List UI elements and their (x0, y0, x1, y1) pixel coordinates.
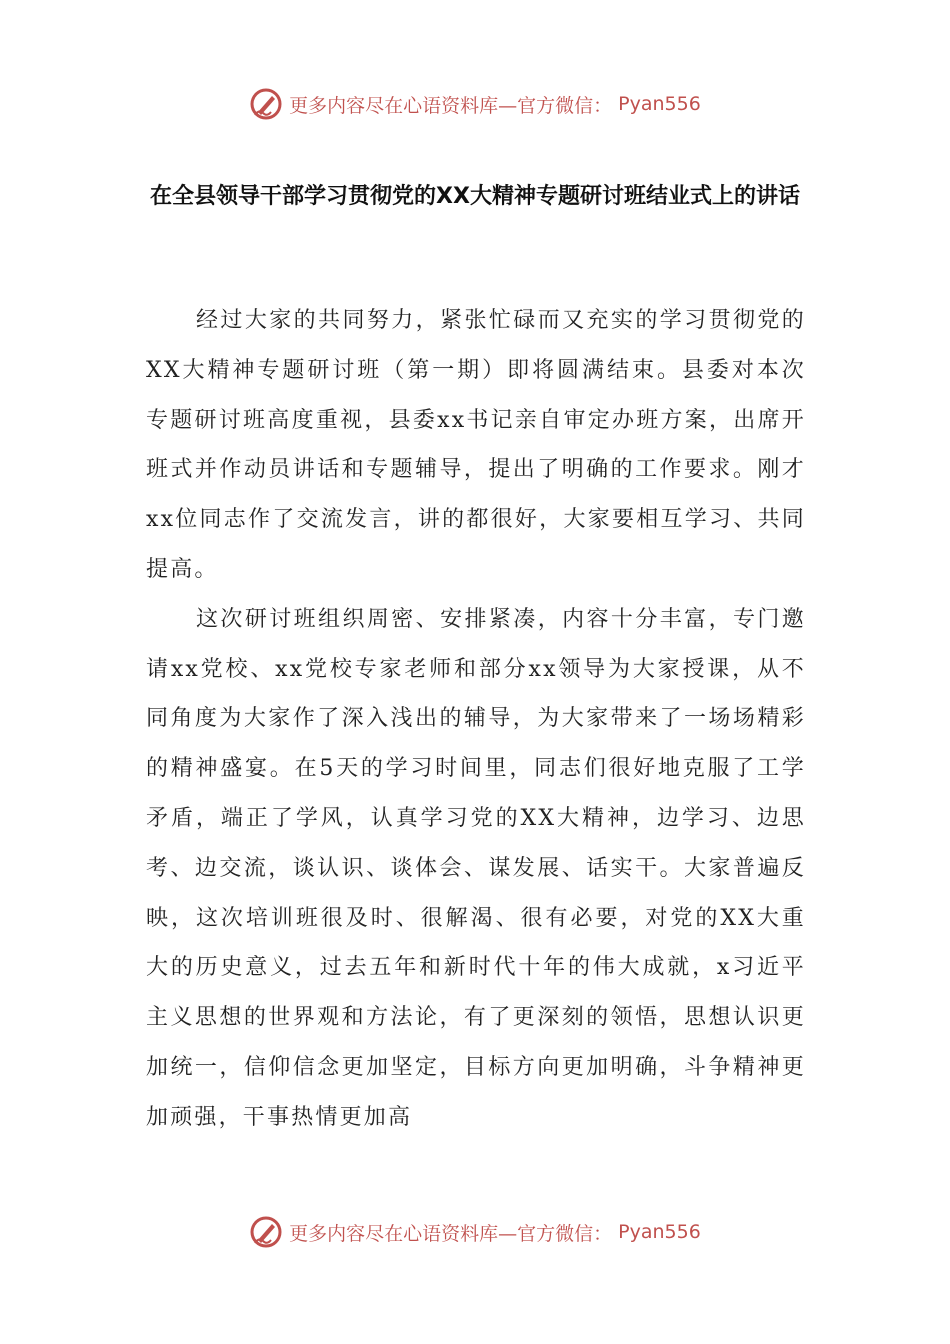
pen-seal-logo-icon (249, 1215, 283, 1249)
paragraph: 经过大家的共同努力，紧张忙碌而又充实的学习贯彻党的XX大精神专题研讨班（第一期）即将圆满结束。县委对本次专题研讨班高度重视，县委xx书记亲自审定办班方案，出席开班式并作动员讲话和专题辅导，提出了明确的工作要求。刚才xx位同志作了交流发言，讲的都很好，大家要相互学习、共同提高。 (146, 308, 806, 582)
document-body (146, 296, 806, 1143)
banner-wechat-id: Pyan556 (618, 1221, 701, 1243)
document-title: 在全县领导干部学习贯彻党的XX大精神专题研讨班结业式上的讲话 (150, 184, 800, 209)
pen-seal-logo-icon (249, 87, 283, 121)
header-banner (0, 84, 950, 124)
paragraph: 这次研讨班组织周密、安排紧凑，内容十分丰富，专门邀请xx党校、xx党校专家老师和部分xx领导为大家授课，从不同角度为大家作了深入浅出的辅导，为大家带来了一场场精彩的精神盛宴。在5天的学习时间里，同志们很好地克服了工学矛盾，端正了学风，认真学习党的XX大精神，边学习、边思考、边交流，谈认识、谈体会、谋发展、话实干。大家普遍反映，这次培训班很及时、很解渴、很有必要，对党的XX大重大的历史意义，过去五年和新时代十年的伟大成就，x习近平主义思想的世界观和方法论，有了更深刻的领悟，思想认识更加统一，信仰信念更加坚定，目标方向更加明确，斗争精神更加顽强，干事热情更加高 (146, 606, 806, 1130)
banner-text: 更多内容尽在心语资料库—官方微信： (289, 94, 613, 117)
banner-text: 更多内容尽在心语资料库—官方微信： (289, 1222, 613, 1245)
banner-wechat-id: Pyan556 (618, 93, 701, 115)
footer-banner (0, 1212, 950, 1252)
